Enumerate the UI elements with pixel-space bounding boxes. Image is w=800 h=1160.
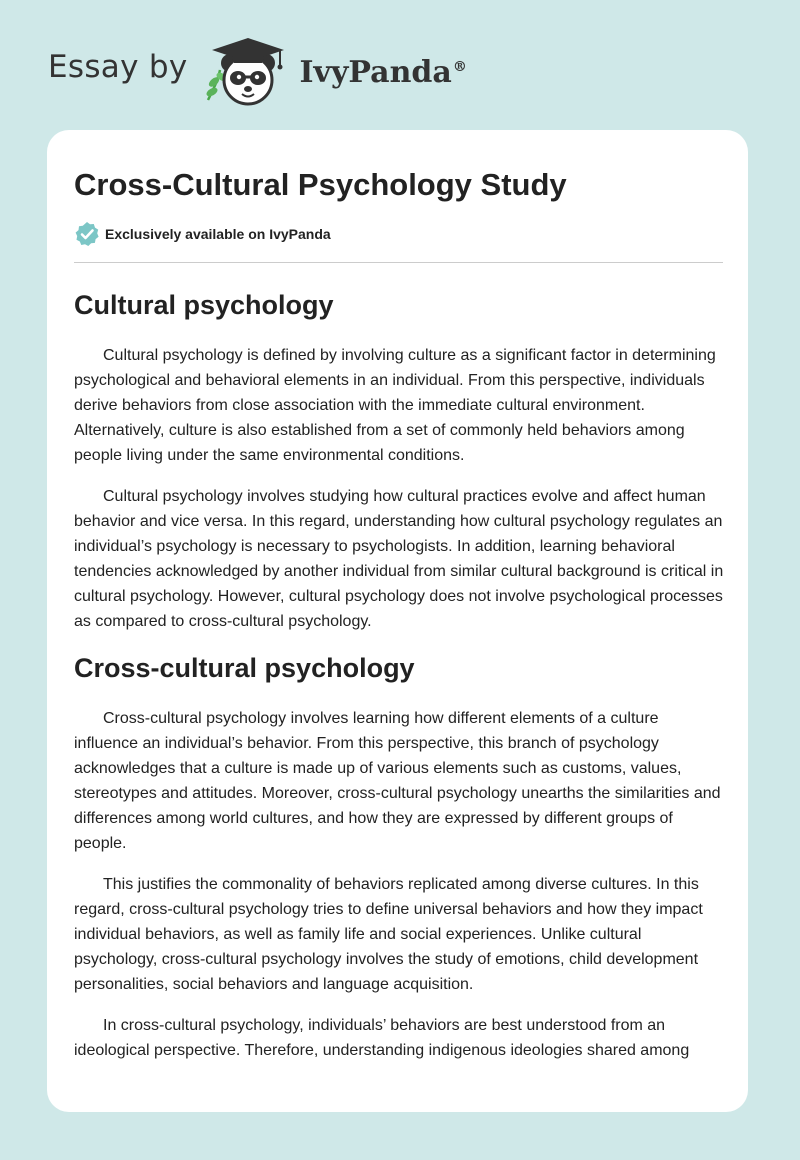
brand-name-text: IvyPanda (299, 54, 452, 90)
title-divider (74, 262, 723, 263)
brand-prefix: Essay by (48, 49, 188, 85)
section-heading-cultural-psychology: Cultural psychology (74, 290, 334, 320)
exclusive-badge-text: Exclusively available on IvyPanda (105, 226, 331, 242)
paragraph: Cultural psychology involves studying how cultural practices evolve and affect human behavior and vice versa. In this regard, understanding how cultural psychology regulates an individual’s psychology is necessary to psychologists. In addition, learning behavioral tendencies acknowledged by another individual from similar cultural background is critical in cultural psychology. However, cultural psychology does not involve psychological processes as compared to cross-cultural psychology. (74, 488, 724, 630)
paragraph: Cultural psychology is defined by involving culture as a significant factor in determining psychological and behavioral elements in an individual. From this perspective, individuals derive behaviors from close association with the immediate cultural environment. Alternatively, culture is also established from a set of commonly held behaviors among people living under the same environmental conditions. (74, 347, 716, 464)
essay-title: Cross-Cultural Psychology Study (74, 167, 567, 202)
registered-mark: ® (452, 58, 467, 75)
check-circle-icon (74, 221, 100, 247)
exclusive-badge (74, 221, 724, 247)
section-heading-cross-cultural-psychology: Cross-cultural psychology (74, 653, 415, 683)
paragraph: This justifies the commonality of behaviors replicated among diverse cultures. In this regard, cross-cultural psychology tries to define universal behaviors and how they impact individual behaviors, as well as family life and social experiences. Unlike cultural psychology, cross-cultural psychology involves the study of emotions, child development personalities, social behaviors and language acquisition. (74, 876, 703, 993)
panda-logo-icon[interactable] (200, 30, 296, 110)
essay-card (47, 130, 748, 1112)
brand-header (48, 30, 467, 110)
brand-name[interactable] (300, 55, 467, 90)
paragraph: In cross-cultural psychology, individuals’ behaviors are best understood from an ideological perspective. Therefore, understanding indigenous ideologies shared among (74, 1017, 690, 1059)
paragraph: Cross-cultural psychology involves learning how different elements of a culture influence an individual’s behavior. From this perspective, this branch of psychology acknowledges that a culture is made up of various elements such as customs, values, stereotypes and attitudes. Moreover, cross-cultural psychology unearths the similarities and differences among world cultures, and how they are expressed by different groups of people. (74, 710, 721, 852)
essay-content (74, 130, 724, 1063)
